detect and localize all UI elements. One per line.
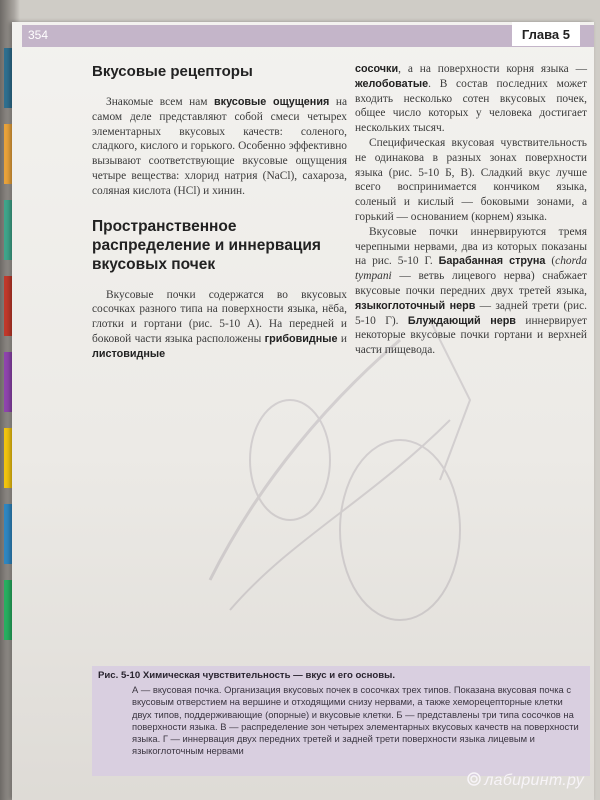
bold-term: желобоватые: [355, 77, 429, 90]
watermark-text: лабиринт.ру: [484, 772, 584, 789]
figure-caption-title: Рис. 5-10 Химическая чувствительность — вкус и его основы.: [98, 670, 396, 681]
section-heading-taste-receptors: Вкусовые рецепторы: [92, 63, 253, 80]
chapter-label: Глава 5: [512, 22, 580, 46]
page-number: 354: [28, 28, 49, 42]
text-run: (: [545, 255, 556, 268]
text-run: иннервирует некоторые вкусовые почки гортани и верхней части пищевода.: [355, 314, 587, 357]
text-column-left: [92, 62, 347, 362]
paragraph-innervation: [355, 225, 587, 358]
text-run: , а на поверхности корня языка —: [398, 63, 587, 75]
figure-caption-text: А — вкусовая почка. Организация вкусовых почек в сосочках трех типов. Показана вкусовая почка с вкусовым отверстием на вершине и отходящими снизу нервами, а также хеморецепторные клетки двух типов, поддерживающие (опорные) и вкусовые клетки. Б — представлены три типа сосочков на поверхности языка. В — распределение зон четырех элементарных вкусовых качеств на поверхности языка. Г — иннервация двух передних третей и задней трети поверхности языка лицевым и языкоглоточным нервами: [132, 684, 579, 757]
bold-term: Блуждающий нерв: [407, 314, 516, 327]
labyrinth-logo-icon: [467, 772, 481, 786]
text-run: Вкусовые почки иннервируются тремя черепными нервами, два из которых показаны на рис. 5-10 Г.: [355, 225, 587, 268]
text-run: Знакомые всем нам: [106, 96, 215, 108]
text-run: — задней трети (рис. 5-10 Г).: [355, 299, 587, 327]
bold-term: грибовидные: [264, 332, 338, 345]
bold-term: языкоглоточный нерв: [355, 299, 476, 312]
paragraph-papillae-continued: [355, 62, 587, 136]
paragraph-taste-zones: Специфическая вкусовая чувствительность не одинакова в разных зонах поверхности языка (рис. 5-10 Б, В). Сладкий вкус лучше всего воспринимается кончиком языка, соленый и кислый — боковыми зонами, а горький — основанием (корнем) языка.: [355, 136, 587, 223]
section-heading-distribution: Пространственное распределение и иннервация вкусовых почек: [92, 217, 321, 273]
text-run: . В состав последних может входить несколько сотен вкусовых почек, общее число которых у человека достигает нескольких тысяч.: [355, 77, 587, 135]
paragraph-taste-buds-location: [92, 288, 347, 362]
figure-caption-box: [92, 666, 590, 776]
page-header-bar: [22, 25, 594, 47]
bold-term: листовидные: [92, 347, 166, 360]
bold-term: вкусовые ощущения: [214, 96, 330, 108]
bold-term: Барабанная струна: [438, 255, 546, 268]
text-run: — ветвь лицевого нерва) снабжает вкусовые почки передних двух третей языка,: [355, 270, 587, 297]
text-run: Вкусовые почки содержатся во вкусовых сосочках разного типа на поверхности языка, нёба, глотки и гортани (рис. 5-10 А). На передней и боковой части языка расположены: [92, 288, 347, 345]
text-run: на самом деле представляют собой смеси четырех элементарных вкусовых качеств: соленого, сладкого, кислого и горького. Особенно эффективно вызывают соответствующие вкусовые ощущения четыре вещества: хлорид натрия (NaCl), сахароза, соляная кислота (HCl) и хинин.: [92, 96, 347, 197]
watermark: [467, 772, 584, 790]
paragraph-taste-sensations: [92, 95, 347, 199]
text-run: и: [337, 332, 347, 345]
bold-term: сосочки: [355, 63, 399, 75]
italic-term: chorda tympani: [355, 255, 587, 283]
text-column-right: [355, 62, 587, 358]
